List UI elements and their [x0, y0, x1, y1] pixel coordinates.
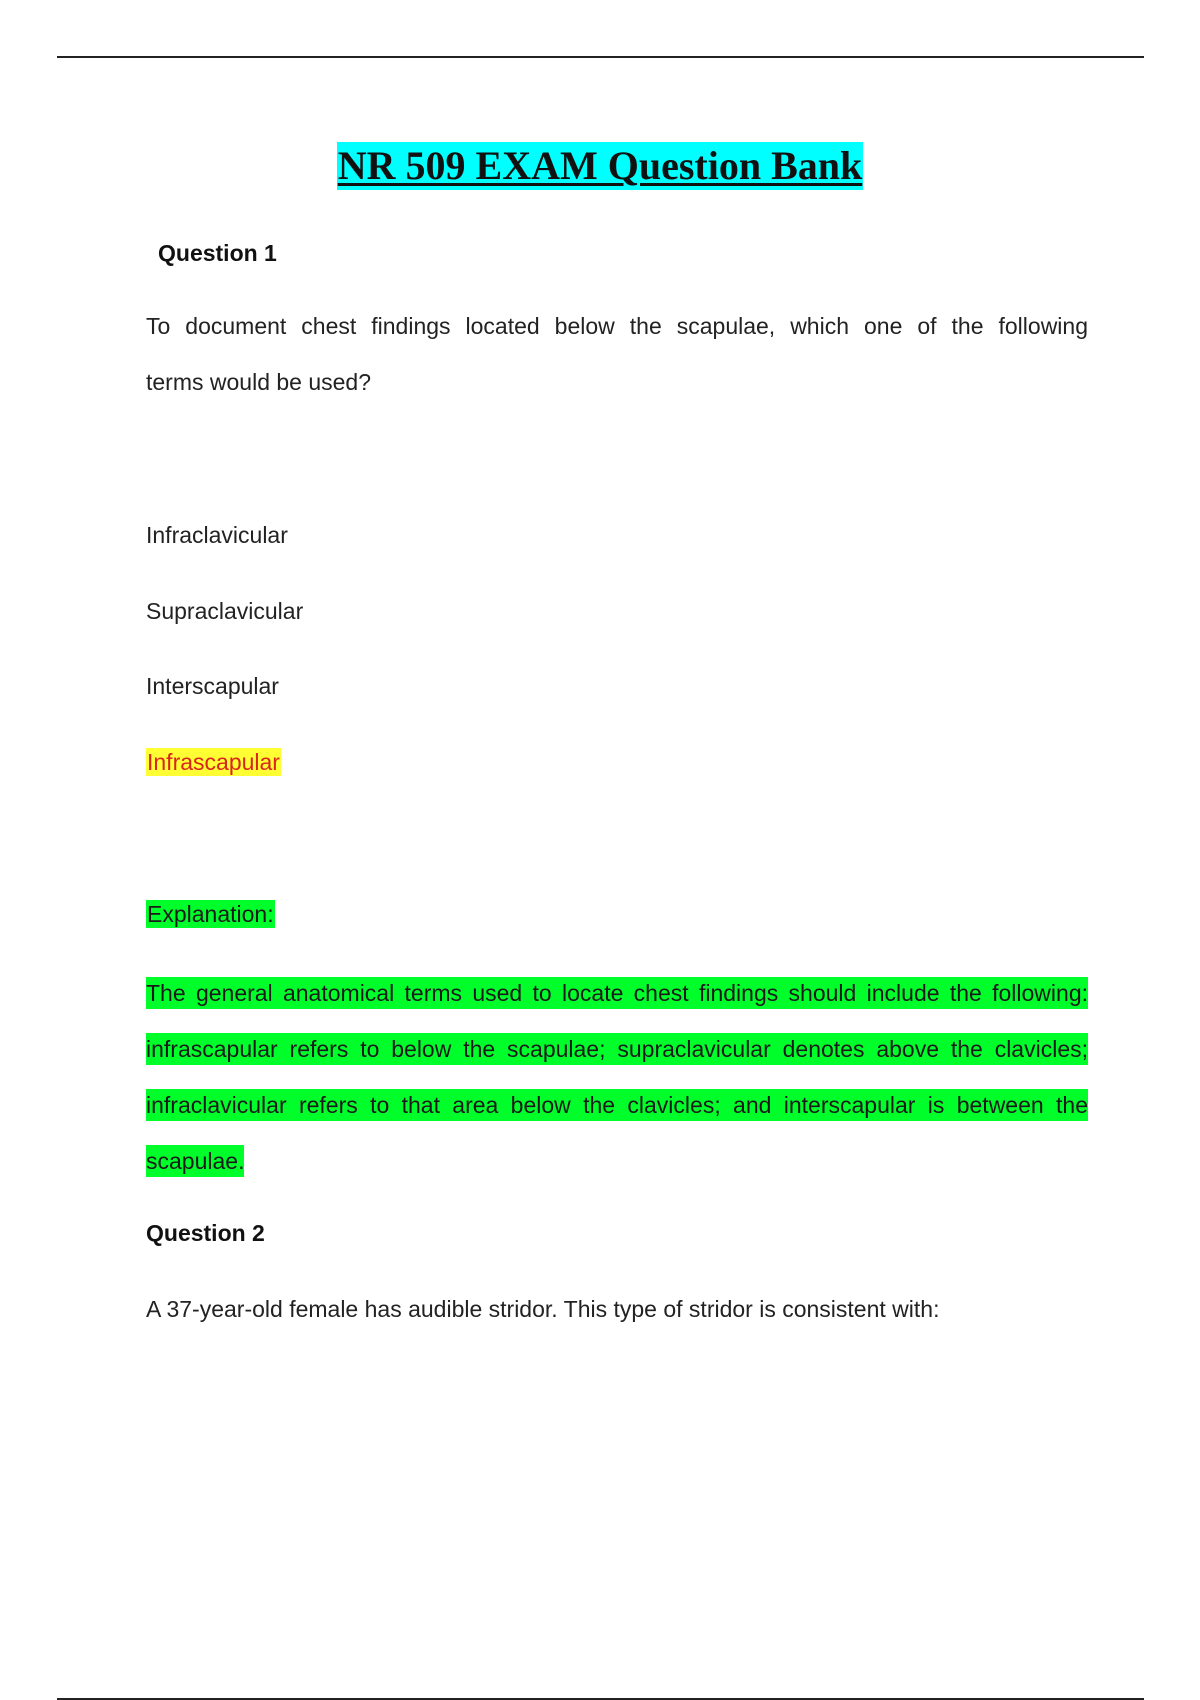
explanation-text — [146, 977, 1088, 1201]
question-2-prompt: A 37-year-old female has audible stridor. This type of stridor is consistent with: — [146, 1296, 940, 1322]
explanation-line-text: scapulae. — [146, 1145, 244, 1177]
explanation-line-text: The general anatomical terms used to locate chest findings should include the following: — [146, 977, 1088, 1009]
question-1-option-a: Infraclavicular — [146, 522, 288, 548]
explanation-line-text: infrascapular refers to below the scapulae; supraclavicular denotes above the clavicles; — [146, 1033, 1088, 1065]
explanation-label: Explanation: — [147, 901, 274, 927]
question-1-option-d-correct — [146, 748, 281, 776]
question-2-label: Question 2 — [146, 1220, 265, 1246]
explanation-line — [146, 1033, 1088, 1089]
question-1-prompt-line: terms would be used? — [146, 369, 372, 395]
question-1-prompt — [146, 311, 1088, 423]
question-1-option-b: Supraclavicular — [146, 598, 304, 624]
correct-answer-highlight: Infrascapular — [147, 749, 280, 775]
question-1-label: Question 1 — [158, 240, 277, 266]
title-container — [0, 142, 1200, 190]
explanation-line — [146, 977, 1088, 1033]
explanation-line-text: infraclavicular refers to that area below the clavicles; and interscapular is between the — [146, 1089, 1088, 1121]
explanation-line — [146, 1089, 1088, 1145]
page-title: NR 509 EXAM Question Bank — [337, 143, 863, 188]
top-rule — [57, 56, 1144, 58]
question-1-prompt-line: To document chest findings located below the scapulae, which one of the following — [146, 313, 1088, 339]
explanation-line — [146, 1145, 1088, 1201]
question-1-option-c: Interscapular — [146, 673, 279, 699]
explanation-label-wrap — [146, 900, 275, 928]
